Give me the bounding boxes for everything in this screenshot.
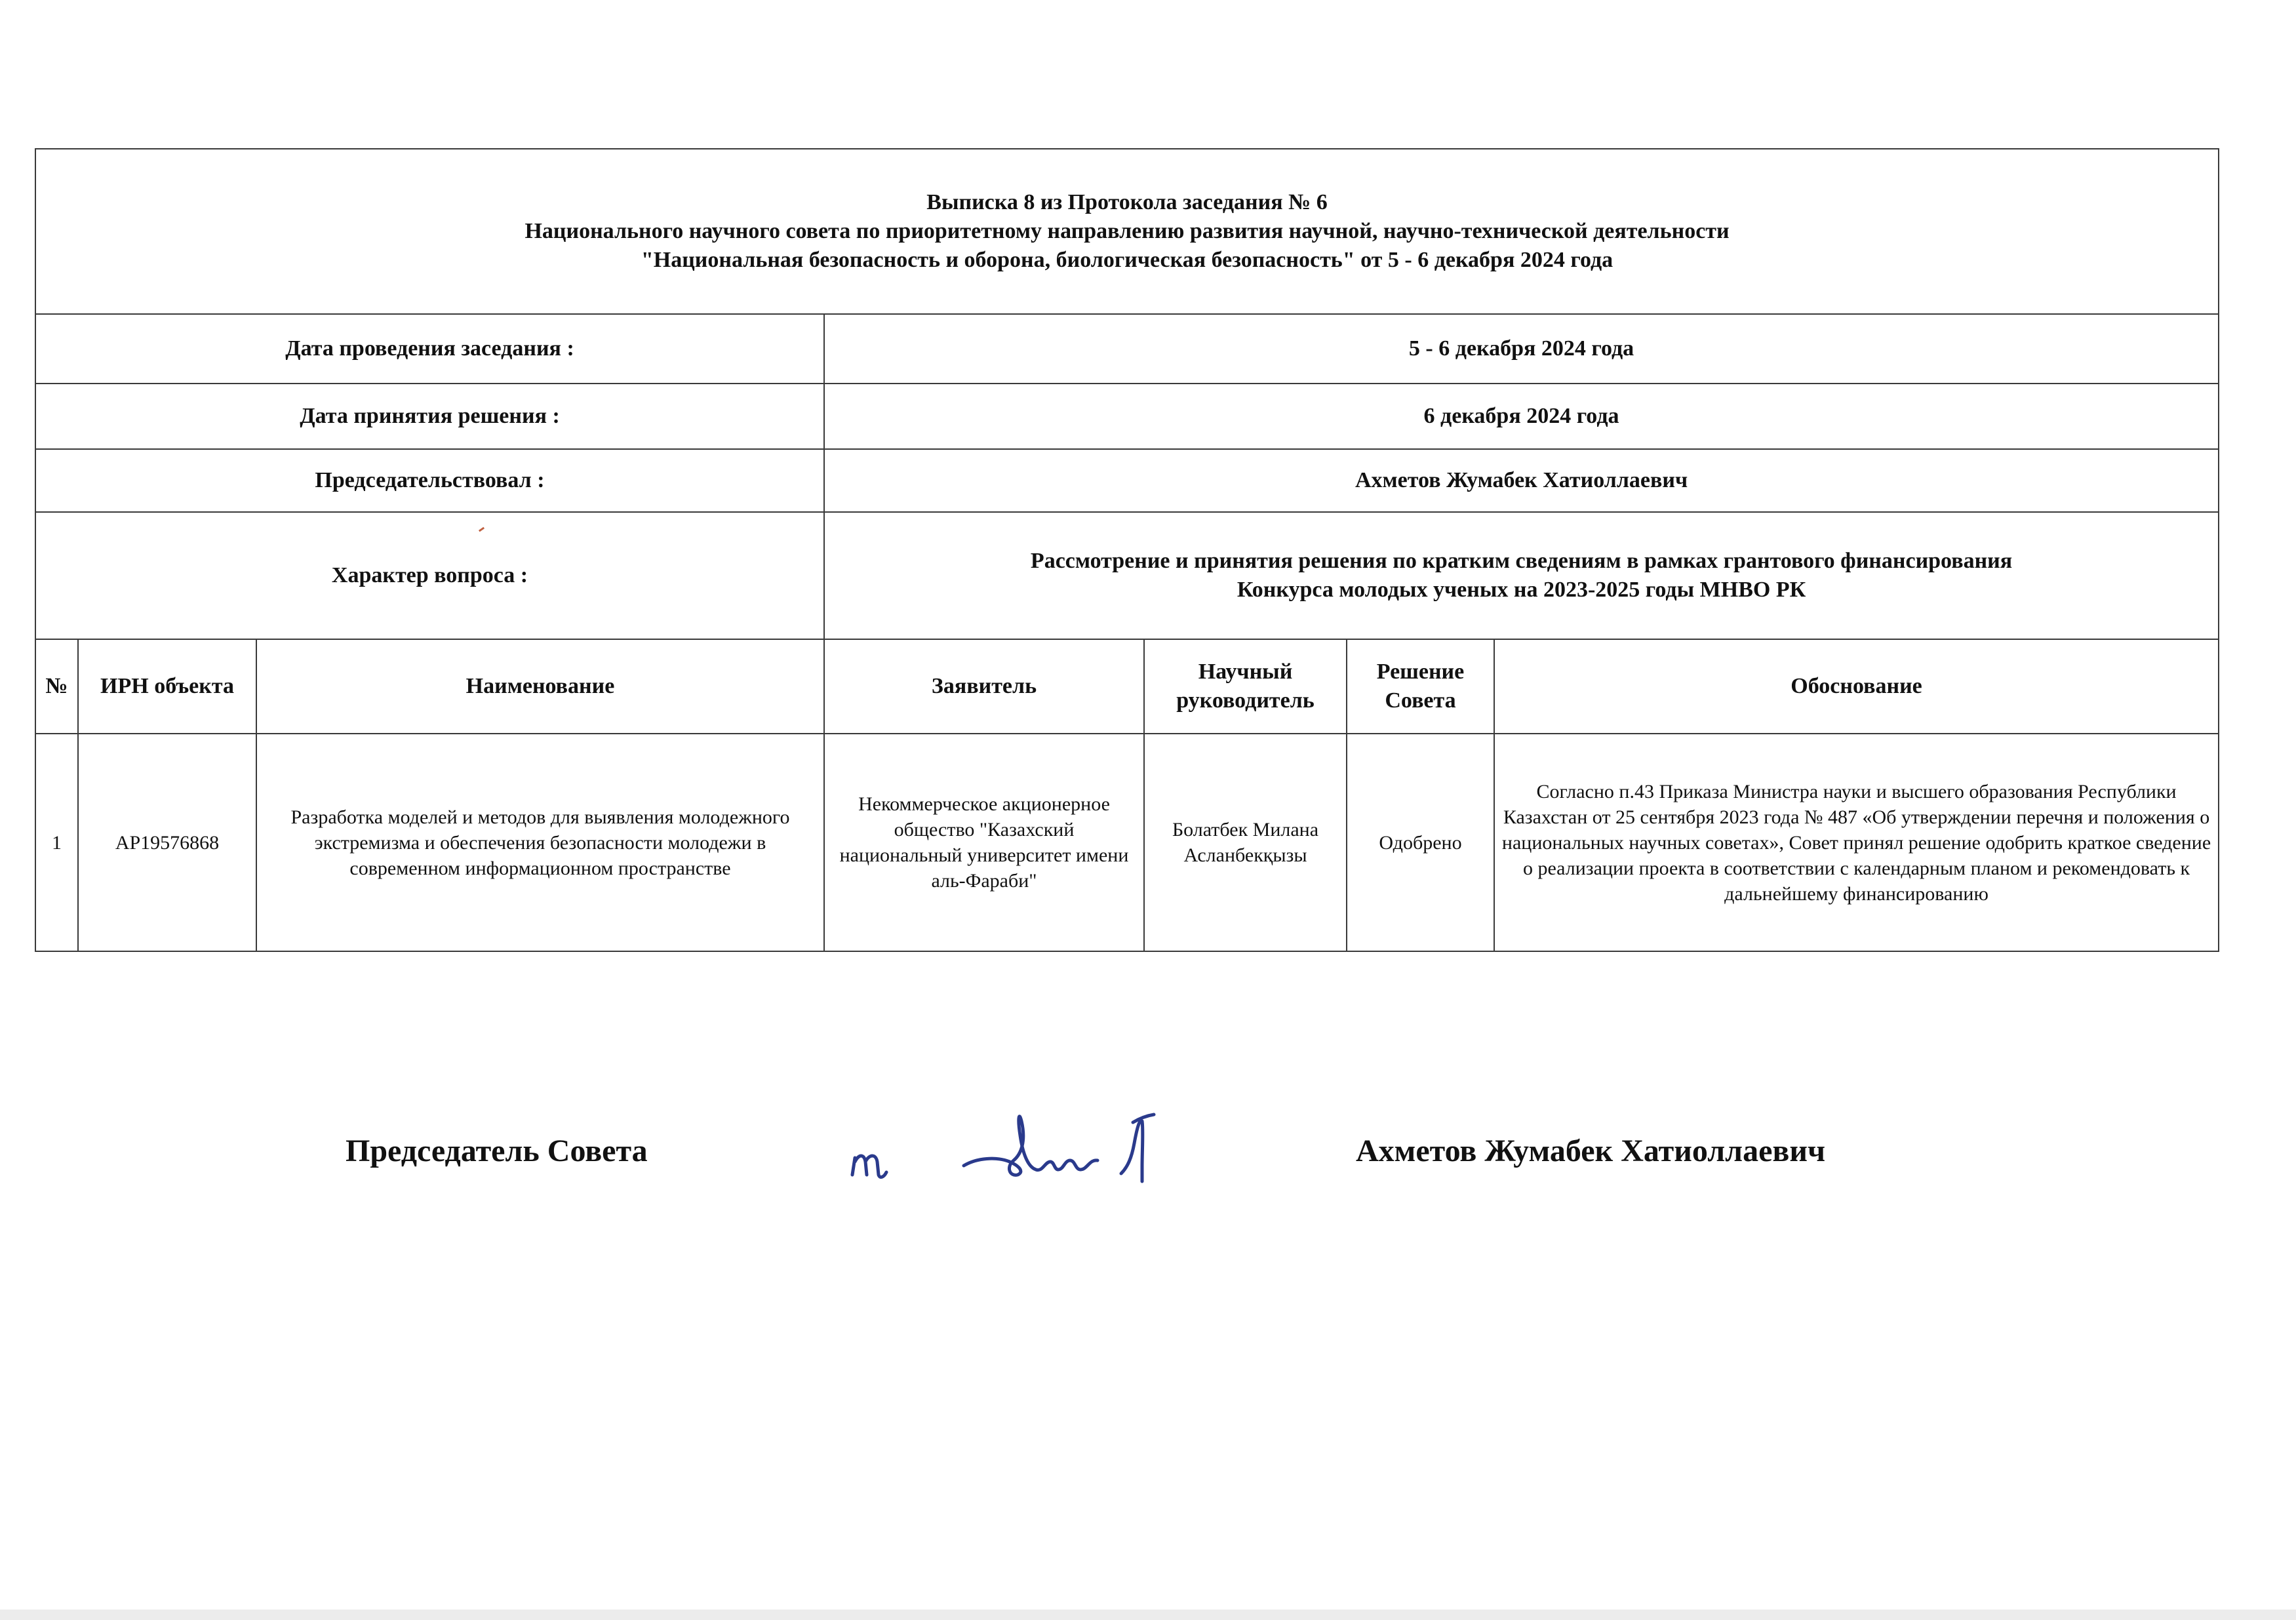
- document-title: [35, 149, 2219, 314]
- cell-name: Разработка моделей и методов для выявления молодежного экстремизма и обеспечения безопасности молодежи в современном информационном пространстве: [256, 734, 824, 951]
- cell-decision: Одобрено: [1347, 734, 1494, 951]
- chairman-name: Ахметов Жумабек Хатиоллаевич: [1356, 1134, 1826, 1168]
- header-justification: Обоснование: [1494, 639, 2219, 734]
- cell-applicant: Некоммерческое акционерное общество "Казахский национальный университет имени аль-Фараби": [824, 734, 1144, 951]
- header-name: Наименование: [256, 639, 824, 734]
- chaired-row: [35, 449, 2219, 512]
- question-value-line-2: Конкурса молодых ученых на 2023-2025 годы МНВО РК: [1237, 578, 1806, 602]
- decision-date-row: [35, 384, 2219, 449]
- meeting-date-label: Дата проведения заседания :: [35, 314, 824, 384]
- meeting-date-value: 5 - 6 декабря 2024 года: [824, 314, 2219, 384]
- header-decision: Решение Совета: [1347, 639, 1494, 734]
- table-row: [35, 734, 2219, 951]
- question-row: [35, 512, 2219, 639]
- handwritten-signature: [846, 1101, 1200, 1187]
- question-value-line-1: Рассмотрение и принятия решения по кратким сведениям в рамках грантового финансирования: [1030, 548, 2013, 573]
- title-line-1: Выписка 8 из Протокола заседания № 6: [926, 189, 1328, 214]
- decision-date-label: Дата принятия решения :: [35, 384, 824, 449]
- header-applicant: Заявитель: [824, 639, 1144, 734]
- header-supervisor: Научный руководитель: [1144, 639, 1347, 734]
- header-irn: ИРН объекта: [78, 639, 256, 734]
- cell-justification: Согласно п.43 Приказа Министра науки и высшего образования Республики Казахстан от 25 сентября 2023 года № 487 «Об утверждении перечня и положения о национальных научных советах», Совет принял решение одобрить краткое сведение о реализации проекта в соответствии с календарным планом и рекомендовать к дальнейшему финансированию: [1494, 734, 2219, 951]
- title-row: [35, 149, 2219, 314]
- chaired-label: Председательствовал :: [35, 449, 824, 512]
- decision-date-value: 6 декабря 2024 года: [824, 384, 2219, 449]
- title-line-2: Национального научного совета по приоритетному направлению развития научной, научно-технической деятельности: [525, 218, 1730, 243]
- title-line-3: "Национальная безопасность и оборона, биологическая безопасность" от 5 - 6 декабря 2024 года: [641, 248, 1613, 273]
- cell-irn: AP19576868: [78, 734, 256, 951]
- header-num: №: [35, 639, 78, 734]
- cell-supervisor: Болатбек Милана Асланбекқызы: [1144, 734, 1347, 951]
- signature-label: Председатель Совета: [346, 1134, 648, 1168]
- question-value: [824, 512, 2219, 639]
- chaired-value: Ахметов Жумабек Хатиоллаевич: [824, 449, 2219, 512]
- cell-num: 1: [35, 734, 78, 951]
- table-header-row: [35, 639, 2219, 734]
- scan-edge: [0, 1610, 2296, 1620]
- protocol-table: [35, 148, 2219, 952]
- question-label: Характер вопроса :: [35, 512, 824, 639]
- meeting-date-row: [35, 314, 2219, 384]
